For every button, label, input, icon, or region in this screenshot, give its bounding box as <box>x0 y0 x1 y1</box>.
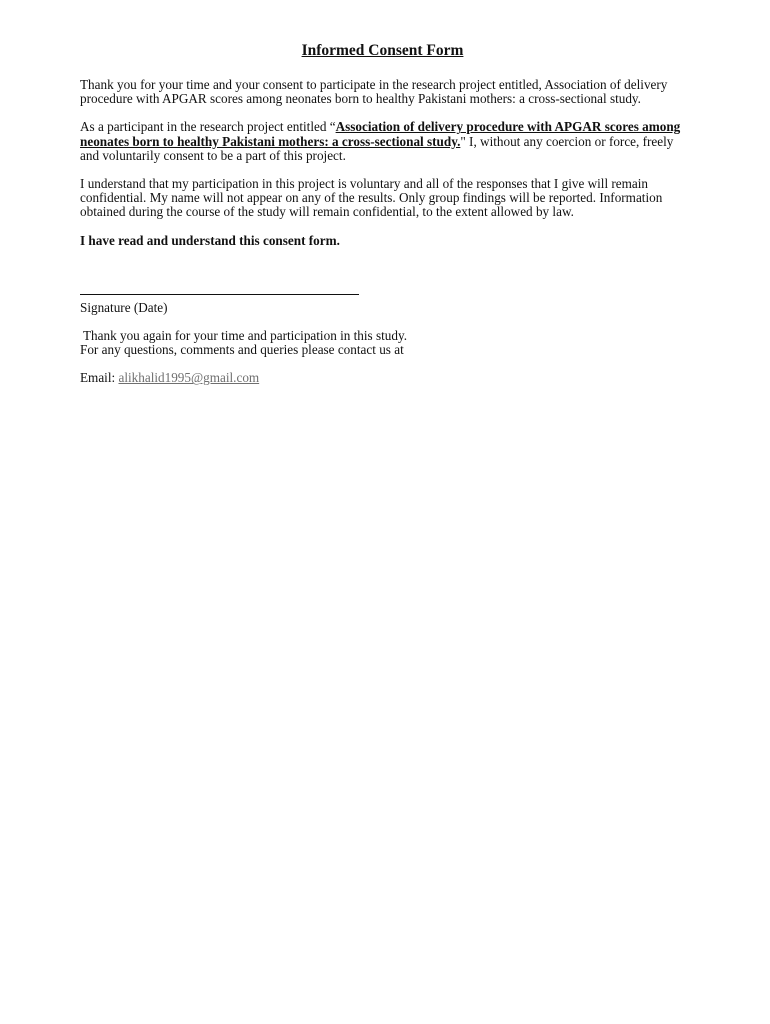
contact-text: For any questions, comments and queries please contact us at <box>80 342 404 358</box>
consent-statement-paragraph <box>80 120 685 163</box>
consent-suffix: " I, without any coercion or force, freely and voluntarily consent to be a part of this project. <box>80 133 674 163</box>
email-label: Email: <box>80 370 116 386</box>
acknowledgement-statement: I have read and understand this consent form. <box>80 232 340 248</box>
email-link[interactable]: alikhalid1995@gmail.com <box>118 370 260 386</box>
consent-form-page <box>80 42 685 400</box>
signature-block <box>80 294 685 315</box>
project-title: Association of delivery procedure with APGAR scores among neonates born to healthy Pakistani mothers: a cross-sectional study. <box>80 119 681 149</box>
signature-label: Signature (Date) <box>80 299 168 315</box>
intro-paragraph: Thank you for your time and your consent to participate in the research project entitled, Association of delivery procedure with APGAR scores among neonates born to healthy Pakistani mothers: a cross-sectional study. <box>80 77 668 107</box>
confidentiality-paragraph: I understand that my participation in this project is voluntary and all of the responses that I give will remain confidential. My name will not appear on any of the results. Only group findings will be reported. Information obtained during the course of the study will remain confidential, to the extent allowed by law. <box>80 176 663 220</box>
consent-prefix: As a participant in the research project entitled “ <box>80 119 336 135</box>
thanks-again-text: Thank you again for your time and participation in this study. <box>83 328 408 344</box>
document-title: Informed Consent Form <box>301 42 464 59</box>
signature-line[interactable] <box>80 294 359 295</box>
email-line <box>80 371 685 385</box>
